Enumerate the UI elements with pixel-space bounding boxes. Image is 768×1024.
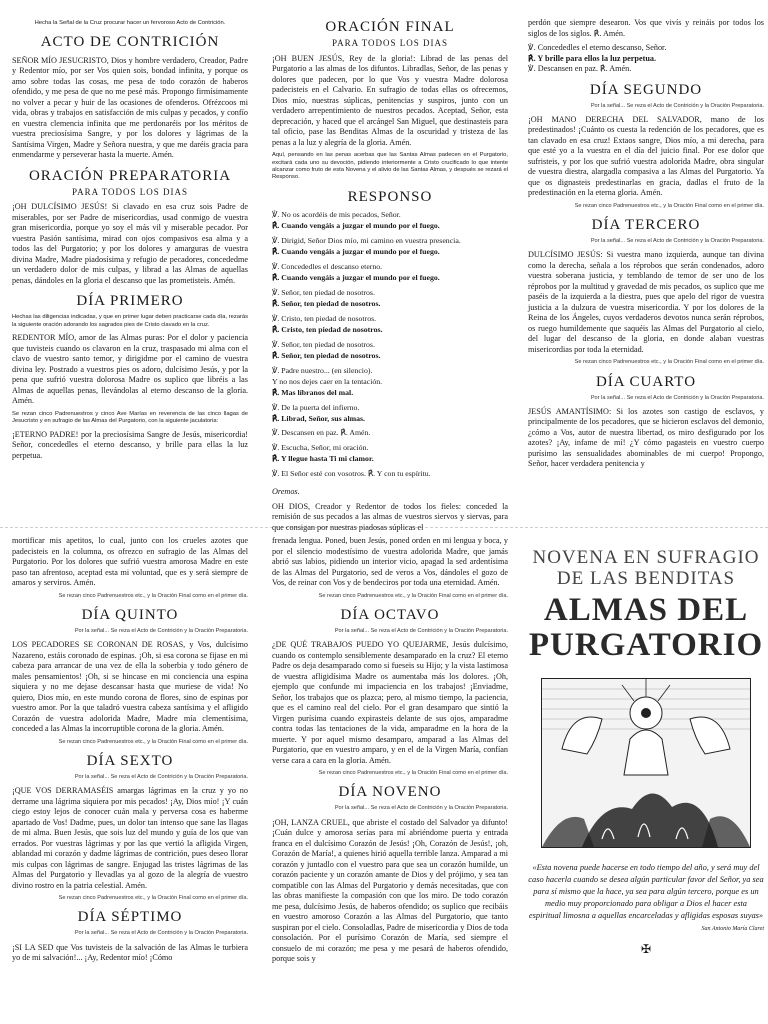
responso-line: ℟. Cuando vengáis a juzgar el mundo por el fuego. xyxy=(272,246,440,256)
responso-line: ℣. No os acordéis de mis pecados, Señor. xyxy=(272,210,401,220)
purgatory-engraving xyxy=(541,678,751,848)
intro-note: Hecha la Señal de la Cruz procurar hacer un fervoroso Acto de Contrición. xyxy=(34,20,226,26)
cover-title-line1: NOVENA EN SUFRAGIO xyxy=(532,547,760,568)
responso-line: ℣. Concededles el descanso eterno. xyxy=(272,261,383,271)
cover-title-line2: DE LAS BENDITAS xyxy=(556,567,736,589)
final-r1: ℟. Y brille para ellos la luz perpetua. xyxy=(528,53,657,63)
final-note: Aquí, pensando en las penas acerbas que las Santas Almas padecen en el Purgatorio, excitará cada uno su devoción, pidiendo interiormente a Cristo crucificado lo que intente alcanzar como fruto de esta Novena y el alivio de las Santas Almas, y después se rezará el Responso. xyxy=(272,152,508,181)
responso-line: ℣. De la puerta del infierno. xyxy=(272,402,360,412)
quinto-note-2: Se rezan cinco Padrenuestros etc., y la Oración Final como en el primer día. xyxy=(58,738,248,745)
final-v1: ℣. Concededles el eterno descanso, Señor. xyxy=(528,43,667,52)
septimo-text: ¡SI LA SED que Vos tuvisteis de la salvación de las Almas le turbiera yo de mi salvación!... ¡Ay, Redentor mío! ¡Cómo xyxy=(12,942,248,962)
octavo-title: DÍA OCTAVO xyxy=(340,606,440,623)
sexto-title: DÍA SEXTO xyxy=(86,752,174,769)
quinto-text: LOS PECADORES SE CORONAN DE ROSAS, y Vos, dulcísimo Nazareno, estáis coronado de espinas. ¡Oh, si esa corona se fijase en mi cabeza para arrancar de una vez de ella la soberbia y todo género de males pensamientos! ¡Oh, si se hincase en mi conciencia una espina siquiera y no me dejase descansar hasta que muriese de vida! No quiero, Dios mío, en este mundo corona de flores, sino de espinas por vuestro amor. Por la que taladró vuestra cabeza santísima y el afligido Corazón de vuestra adolorida Madre, Madre mía clementísima, conceded a las Almas la incorruptible corona de la gloria. Amén. xyxy=(12,640,248,733)
final-continuation: perdón que siempre desearon. Vos que vivís y reináis por todos los siglos de los siglos. ℟. Amén. xyxy=(528,18,764,38)
responso-line: ℟. Cuando vengáis a juzgar el mundo por el fuego. xyxy=(272,220,440,230)
noveno-text: ¡OH, LANZA CRUEL, que abriste el costado del Salvador ya difunto! ¡Cuán dulce y amorosa serías para mí abriéndome puerta y entrada franca en el dulcísimo Corazón de Jesús! ¡Oh, Corazón de Jesús!, ¡oh, Corazón de María!, a quienes hirió aquella terrible lanza. Amparad a mi corazón y juntadlo con el vuestro para que sea un corazón humilde, un corazón paciente y un corazón amante de Dios y del prójimo, y sea tan compatible con las Almas del Purgatorio y demás necesitadas, que con las obras manifieste la compasión con que los miro. De todo corazón me pesa, dulcísimo Jesús, de haberos ofendido; os suplico que recibáis en vuestro amoroso Corazón a las Almas del Purgatorio, que tanto suspiran por el cielo. Consoladlas, Padre de misericordia y Dios de toda consolación. Por el purísimo Corazón de María, sed siempre el consuelo de mi corazón; me pesa y me pesará de haberos ofendido, porque sois y xyxy=(272,817,508,963)
cross-mark-icon: ✠ xyxy=(640,941,652,956)
jaculatoria-text: ¡ETERNO PADRE! por la preciosísima Sangre de Jesús, misericordia! Señor, concededles el eterno descanso, y brille para ellas la luz perpetua. xyxy=(12,429,248,460)
segundo-note-2: Se rezan cinco Padrenuestros etc., y la Oración Final como en el primer día. xyxy=(574,202,764,209)
quinto-title: DÍA QUINTO xyxy=(81,606,179,623)
primero-note: Hechas las diligencias indicadas, y que en primer lugar deben practicarse cada día, rezarás la siguiente oración adorando los sagrados pies de Cristo clavado en la cruz. xyxy=(12,314,248,328)
octavo-text: ¿DE QUÉ TRABAJOS PUEDO YO QUEJARME, Jesús dulcísimo, cuando os contemplo sensiblemente desamparado en la cruz? El eterno Padre os deja desamparado como si fueseis su Hijo; y la vista lastimosa de vuestra afligidísima Madre os aumentaba más los dolores. ¡Oh, ejemplo que confunde mi impaciencia en los trabajos! ¡Enviadme, Señor, los trabajos que os plazca; pero, al mismo tiempo, la paciencia, que es el camino real del cielo. Por el gran desamparo que sintió la Virgen purísima cuando expirasteis delante de sus ojos, amparadme contra todas las tentaciones de la vida, amparadme en la hora de la muerte. Y por aquel mismo desamparo, amparad a las Almas del Purgatorio, que en vuestro amparo, y en el de la Virgen María, confían verse cara a cara en la gloria. Amén. xyxy=(272,640,508,765)
final-text: ¡OH BUEN JESÚS, Rey de la gloria!: Librad de las penas del Purgatorio a las almas de los difuntos. Libradlas, Señor, de las penas y dolores que padecen, por lo que Vos y vuestra Madre dolorosa padecisteis en el Calvario. En sufragio de todas ellas os ofrecemos, Dios mío, nuestras súplicas, penitencias y suspiros, junto con un verdadero arrepentimiento de nuestros pecados. Aceptad, Señor, esta deprecación, y haced que el arcángel San Miguel, que destinasteis para tal oficio, pase las Benditas Almas de la oscuridad y tristeza de las penas a la luz y alegría de la gloria. Amén. xyxy=(272,53,508,147)
preparatoria-subtitle: PARA TODOS LOS DIAS xyxy=(71,186,189,197)
primero-title: DÍA PRIMERO xyxy=(76,293,184,310)
noveno-note: Por la señal... Se reza el Acto de Contrición y la Oración Preparatoria. xyxy=(334,805,508,812)
oremos-label: Oremos. xyxy=(272,487,300,497)
cover-quote: «Esta novena puede hacerse en todo tiempo del año, y será muy del caso hacerla cuando se desea algún particular favor del Señor, ya sea para sí mismo que la hace, ya sea para algún tercero, porque es un medio muy proporcionado para obligar a Dios el hacer esta espiritual limosna a aquellas encarceladas y afligidas esposas suyas» xyxy=(528,863,764,920)
cuarto-note-2: Se rezan cinco Padrenuestros etc., y la Oración Final como en el primer día. xyxy=(58,592,248,599)
preparatoria-text: ¡OH DULCÍSIMO JESÚS! Si clavado en esa cruz sois Padre de miserables, por ser Padre de misericordias, usad conmigo de vuestra gran misericordia, porque yo soy el más vil y miserable pecador. Por vuestra Pasión santísima, mirad con ojos compasivos esa alma y a todos las del Purgatorio; y por los dolores y amarguras de vuestra divina Madre, Madre piadosísima y refugio de pecadores, concededme un verdadero dolor de mis culpas, y librad a las Almas de aquellas penas, dándoles en la gloria el descanso que las prometisteis. Amén. xyxy=(12,202,248,285)
cover-author: San Antonio María Claret xyxy=(701,925,764,932)
septimo-note-2: Se rezan cinco Padrenuestros etc., y la Oración Final como en el primer día. xyxy=(318,592,508,599)
tercero-text: DULCÍSIMO JESÚS: Si vuestra mano izquierda, aunque tan divina como la derecha, señala a los réprobos que serán condenados, adoro vuestra soberana justicia, y temblando de temor de ser uno de los réprobos por la multitud y gravedad de mis pecados, os suplico que me paséis de la izquierda a la diestra, pues que apelo del rigor de vuestra justicia a la dulzura de vuestra misericordia. Y por los dolores de la Reina de los Ángeles, cuyos verdaderos devotos nunca serán réprobos, os ruego humildemente que saquéis las Almas del Purgatorio al cielo, del lugar del descanso de la gloria, en donde alaban vuestras misericordias por toda la eternidad. xyxy=(528,250,764,354)
responso-line: ℟. Cuando vengáis a juzgar el mundo por el fuego. xyxy=(272,272,440,282)
preparatoria-title: ORACIÓN PREPARATORIA xyxy=(28,167,232,184)
responso-line: ℣. Señor, ten piedad de nosotros. xyxy=(272,339,375,349)
cuarto-note: Por la señal... Se reza el Acto de Contrición y la Oración Preparatoria. xyxy=(590,394,764,401)
responso-line: ℟. Librad, Señor, sus almas. xyxy=(272,413,365,423)
responso-list xyxy=(272,210,508,484)
tercero-title: DÍA TERCERO xyxy=(591,217,701,233)
tercero-note-2: Se rezan cinco Padrenuestros etc., y la Oración Final como en el primer día. xyxy=(574,359,764,366)
responso-line: ℟. Cristo, ten piedad de nosotros. xyxy=(272,324,383,334)
segundo-note: Por la señal... Se reza el Acto de Contrición y la Oración Preparatoria. xyxy=(590,102,764,109)
final-title: ORACIÓN FINAL xyxy=(325,19,455,35)
sexto-text: ¡QUE VOS DERRAMASÉIS amargas lágrimas en la cruz y yo no derrame una lágrima siquiera por mis pecados! ¡Ay, Dios mío! ¡Y cuán ciego estoy lejos de conocer cuán mala y perversa cosa es haberme apartado de Vos! Dadme, pues, un dolor tan intenso que sane las llagas de mi alma. Buen Jesús, que sois luz del mundo y guía de los que van errados. Por vuestras lágrimas y por las que vertió la afligida Virgen, ablandad mi corazón y dadme lágrimas de contrición, pues deseo llorar mis culpas con lágrimas de sangre. Enjugad las tristes lágrimas de las Almas del Purgatorio y llevadlas ya al gozo de la alegría de vuestro divino rostro en la patria celestial. Amén. xyxy=(12,786,248,890)
octavo-note-2: Se rezan cinco Padrenuestros etc., y la Oración Final como en el primer día. xyxy=(318,770,508,776)
segundo-text: ¡OH MANO DERECHA DEL SALVADOR, mano de los predestinados! ¡Cuánto os cuesta la redención de los pecadores, que es tan clavado en esa cruz! Extaos sangre, Dios mío, a mi derecha, para que esté yo a la vuestra en el día del juicio final. Por ese dolor que sufristeis, y por los que sufrió vuestra adolorida Madre, obra singular de vuestra diestra, alargadla compasiva a las Almas del Purgatorio. Ya que os dignasteis predestinarlas en gracia, dadlas el fruto de la predestinación en la eterna gloria. Amén. xyxy=(528,114,764,198)
responso-line: ℣. Padre nuestro... (en silencio). xyxy=(272,365,373,375)
responso-line: ℟. Mas líbranos del mal. xyxy=(272,387,354,397)
final-v2: ℣. Descansen en paz. ℟. Amén. xyxy=(528,64,632,73)
responso-line: ℣. Escucha, Señor, mi oración. xyxy=(272,443,369,453)
septimo-continuation: frenada lengua. Poned, buen Jesús, poned orden en mi lengua y boca, y por el silencio modestísimo de vuestra adolorida Madre, que jamás abrió sus labios, pidiendo un interior vicio, apagad la sed ardentísima de las Almas del Purgatorio, sed de veros a Vos, dándoles el gozo de Vos, de reinar con Vos y de bendeciros por toda una eternidad. Amén. xyxy=(272,536,508,587)
quinto-note: Por la señal... Se reza el Acto de Contrición y la Oración Preparatoria. xyxy=(74,627,248,634)
responso-line: ℟. Señor, ten piedad de nosotros. xyxy=(272,298,381,308)
panel-dias-5-7 xyxy=(12,536,248,1022)
sexto-note: Por la señal... Se reza el Acto de Contrición y la Oración Preparatoria. xyxy=(74,773,248,780)
responso-line: ℣. Cristo, ten piedad de nosotros. xyxy=(272,313,377,323)
responso-line: ℣. Dirigid, Señor Dios mío, mi camino en vuestra presencia. xyxy=(272,235,461,245)
panel-oracion-final xyxy=(272,18,508,532)
cover-panel xyxy=(528,536,764,1022)
responso-line: Y no nos dejes caer en la tentación. xyxy=(272,376,383,386)
responso-title: RESPONSO xyxy=(347,188,433,205)
cuarto-continuation: mortificar mis apetitos, lo cual, junto con los crueles azotes que padecisteis en la columna, os ofrezco en sufragio de las Almas del Purgatorio. Por los dolores que sufrió vuestra amorosa Madre en este paso tan afrentoso, aceptad esta mi voluntad, que es y será siempre de amaros y serviros. Amén. xyxy=(12,536,248,587)
cuarto-title: DÍA CUARTO xyxy=(595,373,697,390)
primero-note-2: Se rezan cinco Padrenuestros y cinco Ave Marías en reverencia de las cinco llagas de Jesucristo y en sufragio de las Almas del Purgatorio, con la siguiente jaculatoria: xyxy=(12,410,248,425)
noveno-title: DÍA NOVENO xyxy=(338,784,442,801)
cover-title-line3: ALMAS DEL xyxy=(543,592,749,629)
panel-contricion xyxy=(12,18,248,518)
octavo-note: Por la señal... Se reza el Acto de Contrición y la Oración Preparatoria. xyxy=(334,627,508,634)
primero-text: REDENTOR MÍO, amor de las Almas puras: Por el dolor y paciencia que tuvisteis cuando os clavaron en la cruz, traspasado mi alma con el clavo de vuestro santo temor, y dirigidme por el camino de vuestra divina ley. Postrado a vuestros pies os adoro, dulcísimo Jesús, y por la pena que sufrió vuestra dolorosa Madre os suplico que libréis a las Almas de aquellas penas, llevándolas al eterno descanso de la gloria. Amén. xyxy=(12,333,248,406)
cover-title-line4: PURGATORIO xyxy=(528,626,764,663)
contricion-title: ACTO DE CONTRICIÓN xyxy=(40,34,220,51)
panel-dias-8-9 xyxy=(272,536,508,1022)
responso-line: ℣. Señor, ten piedad de nosotros. xyxy=(272,287,375,297)
segundo-title: DÍA SEGUNDO xyxy=(589,81,703,98)
oremos-text: OH DIOS, Creador y Redentor de todos los fieles: conceded la remisión de sus pecados a las almas de vuestros siervos y siervas, para que consigan por nuestras piadosas súplicas el xyxy=(272,501,508,532)
panel-dias-2-4 xyxy=(528,18,764,518)
sexto-note-2: Se rezan cinco Padrenuestros etc., y la Oración Final como en el primer día. xyxy=(58,895,248,901)
cuarto-text: JESÚS AMANTÍSIMO: Si los azotes son castigo de esclavos, y principalmente de los pecadores, que se hicieron esclavos del demonio, ¿cómo a Vos, autor de nuestra libertad, os miro desfigurado por los azotes? ¡Ay, infame de mí! ¿Y cómo pagasteis en vuestro cuerpo purísimo las sensualidades abominables de mi cuerpo! Propongo, Señor, hacer verdadera penitencia y xyxy=(528,406,764,469)
responso-line: ℟. Y llegue hasta Ti mi clamor. xyxy=(272,454,374,464)
tercero-note: Por la señal... Se reza el Acto de Contrición y la Oración Preparatoria. xyxy=(590,238,764,245)
responso-line: ℣. El Señor esté con vosotros. ℟. Y con tu espíritu. xyxy=(272,469,431,479)
septimo-note: Por la señal... Se reza el Acto de Contrición y la Oración Preparatoria. xyxy=(74,930,248,937)
responso-line: ℣. Descansen en paz. ℟. Amén. xyxy=(272,428,371,438)
contricion-text: SEÑOR MÍO JESUCRISTO, Dios y hombre verdadero, Creador, Padre y Redentor mío, por ser Vos quien sois, bondad infinita, y porque os amo sobre todas las cosas, me pesa de todo corazón de haberos ofendido, y me pesa de que no me pesé más. Propongo firmísimamente no volver a pecar y huir de las ocasiones de ofenderos. Ofrézcoos mi vida, obras y trabajos en satisfacción de mis culpas y pecados, y confío en vuestra clemencia infinita que me perdonaréis por los méritos de vuestra preciosísima Sangre, y por los dolores y lágrimas de la Santísima Virgen, Madre y Señora nuestra, y que me daréis gracia para enmendarme y perseverar hasta la muerte. Amén. xyxy=(12,55,248,160)
responso-line: ℟. Señor, ten piedad de nosotros. xyxy=(272,350,381,360)
final-subtitle: PARA TODOS LOS DIAS xyxy=(331,38,449,49)
septimo-title: DÍA SÉPTIMO xyxy=(77,909,183,926)
